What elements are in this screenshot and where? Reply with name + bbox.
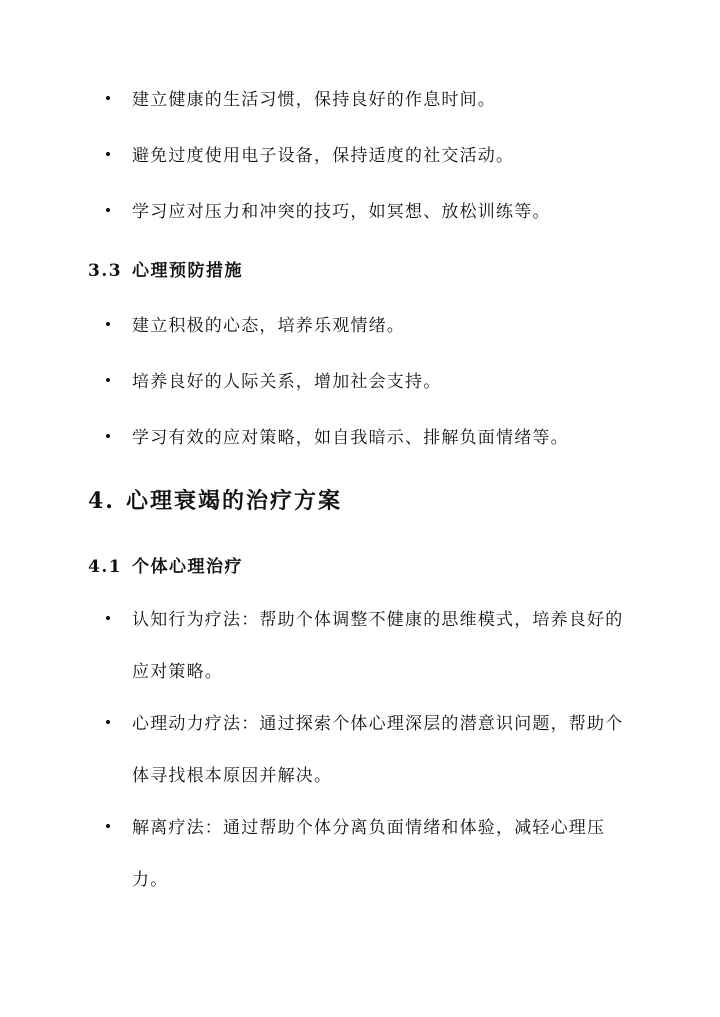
list-item — [106, 412, 626, 464]
list-item — [106, 594, 626, 698]
section-number: 3.3 — [88, 261, 123, 281]
section-heading-4 — [88, 484, 342, 515]
list-item-text: 建立健康的生活习惯，保持良好的作息时间。 — [132, 90, 496, 110]
list-item-text: 学习应对压力和冲突的技巧，如冥想、放松训练等。 — [132, 202, 551, 222]
list-item — [106, 130, 626, 182]
list-item-text: 培养良好的人际关系，增加社会支持。 — [132, 372, 442, 392]
section-heading-4-1 — [88, 552, 243, 577]
list-item — [106, 698, 626, 802]
bullet-dot — [106, 720, 110, 724]
list-item — [106, 802, 626, 906]
bullet-dot — [106, 616, 110, 620]
section-heading-3-3 — [88, 256, 243, 281]
section-number: 4.1 — [88, 557, 123, 577]
list-item — [106, 356, 626, 408]
section-title: 心理衰竭的治疗方案 — [126, 488, 343, 514]
list-item-text: 建立积极的心态，培养乐观情绪。 — [132, 316, 405, 336]
list-item — [106, 300, 626, 352]
section-number: 4. — [88, 488, 115, 514]
list-item-text: 学习有效的应对策略，如自我暗示、排解负面情绪等。 — [132, 428, 569, 448]
bullet-dot — [106, 824, 110, 828]
bullet-dot — [106, 434, 110, 438]
list-item-text: 认知行为疗法：帮助个体调整不健康的思维模式，培养良好的应对策略。 — [132, 610, 624, 682]
list-item — [106, 74, 626, 126]
list-item — [106, 186, 626, 238]
section-title: 个体心理治疗 — [132, 557, 243, 577]
section-title: 心理预防措施 — [132, 261, 243, 281]
list-item-text: 心理动力疗法：通过探索个体心理深层的潜意识问题，帮助个体寻找根本原因并解决。 — [132, 714, 624, 786]
list-item-text: 解离疗法：通过帮助个体分离负面情绪和体验，减轻心理压力。 — [132, 818, 606, 890]
bullet-dot — [106, 96, 110, 100]
bullet-dot — [106, 322, 110, 326]
bullet-dot — [106, 208, 110, 212]
bullet-dot — [106, 378, 110, 382]
list-item-text: 避免过度使用电子设备，保持适度的社交活动。 — [132, 146, 515, 166]
bullet-dot — [106, 152, 110, 156]
